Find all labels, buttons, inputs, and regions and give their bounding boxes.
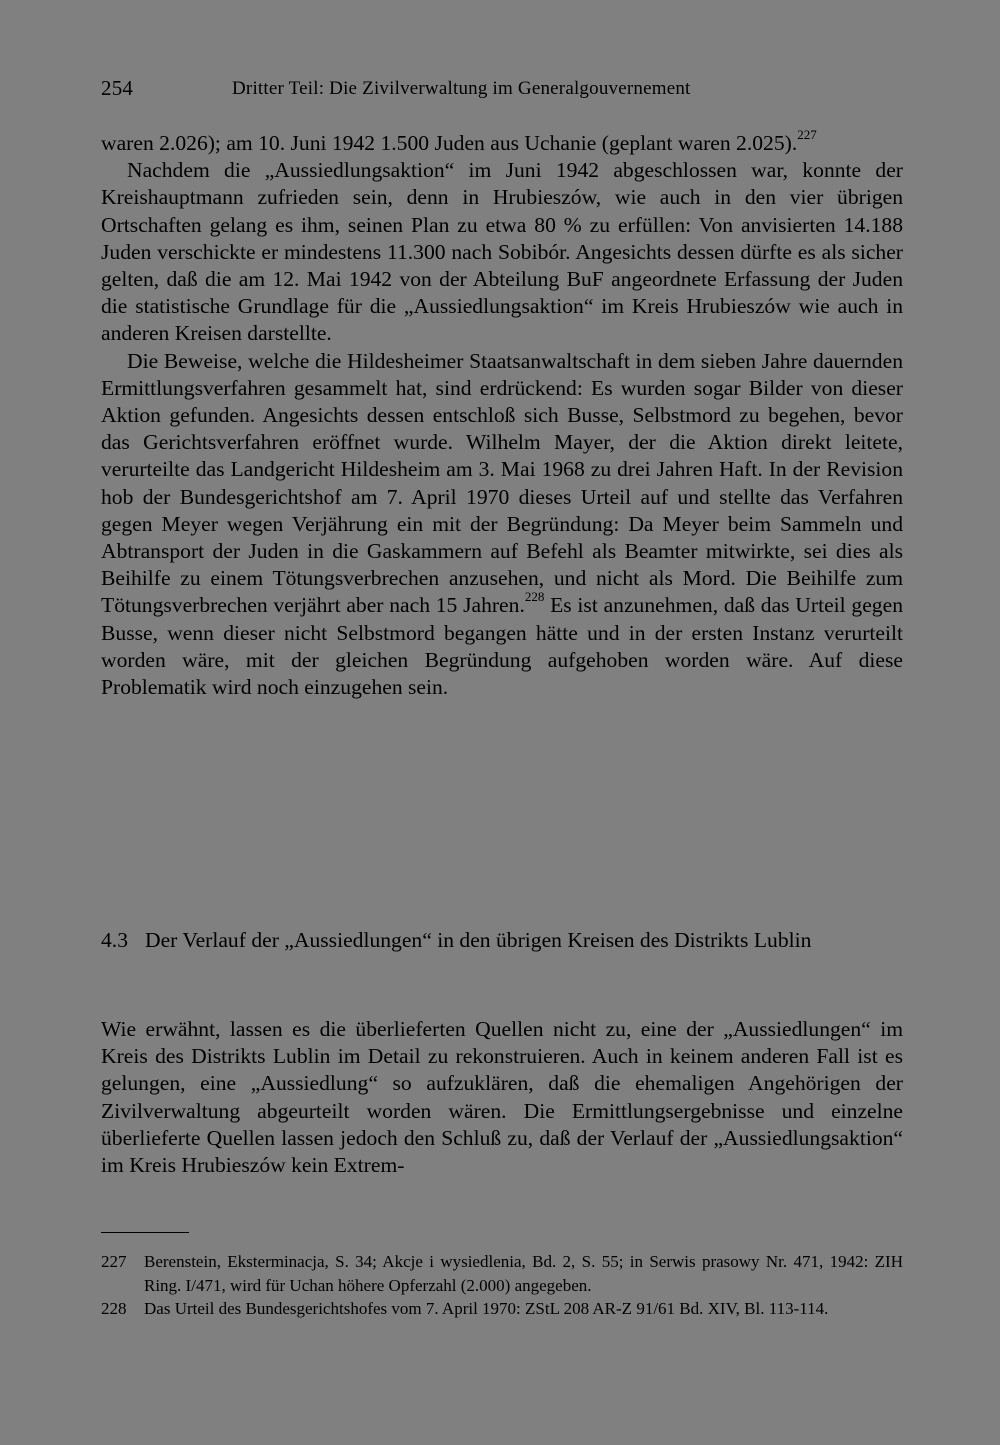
page-number: 254 [101, 76, 134, 100]
section-number: 4.3 [101, 928, 128, 952]
running-title: Dritter Teil: Die Zivilverwaltung im Generalgouvernement [232, 78, 691, 99]
paragraph-text-continued: Es ist anzunehmen, daß das Urteil gegen Busse, wenn dieser nicht Selbstmord begangen hätte und in der ersten Instanz verurteilt worden wäre, mit der gleichen Begründung aufgehoben worden wäre. Auf diese Problematik wird noch einzugehen sein. [101, 593, 903, 700]
paragraph-text: Nachdem die „Aussiedlungsaktion“ im Juni 1942 abgeschlossen war, konnte der Kreishauptmann zufrieden sein, denn in Hrubieszów, wie auch in den vier übrigen Ortschaften gelang es ihm, seinen Plan zu etwa 80 % zu erfüllen: Von anvisierten 14.188 Juden verschickte er mindestens 11.300 nach Sobibór. Angesichts dessen dürfte es als sicher gelten, daß die am 12. Mai 1942 von der Abteilung BuF angeordnete Erfassung der Juden die statistische Grundlage für die „Aussiedlungsaktion“ im Kreis Hrubieszów wie auch in anderen Kreisen darstellte. [101, 158, 903, 346]
footnote-227 [101, 1250, 903, 1297]
paragraph [101, 157, 903, 347]
section-title: Der Verlauf der „Aussiedlungen“ in den übrigen Kreisen des Distrikts Lublin [145, 928, 812, 952]
paragraph-text: Wie erwähnt, lassen es die überlieferten Quellen nicht zu, eine der „Aussiedlungen“ im Kreis des Distrikts Lublin im Detail zu rekonstruieren. Auch in keinem anderen Fall ist es gelungen, eine „Aussiedlung“ so aufzuklären, daß die ehemaligen Angehörigen der Zivilverwaltung abgeurteilt worden wären. Die Ermittlungsergebnisse und einzelne überlieferte Quellen lassen jedoch den Schluß zu, daß der Verlauf der „Aussiedlungsaktion“ im Kreis Hrubieszów kein Extrem- [101, 1017, 903, 1178]
footnote-ref-228: 228 [524, 589, 545, 605]
footnotes [101, 1250, 903, 1321]
footnote-text: Berenstein, Eksterminacja, S. 34; Akcje i wysiedlenia, Bd. 2, S. 55; in Serwis prasowy Nr. 471, 1942: ZIH Ring. I/471, wird für Uchan höhere Opferzahl (2.000) angegeben. [144, 1252, 903, 1295]
body-text-before-section [101, 126, 903, 701]
running-head [101, 76, 901, 104]
paragraph-text: Die Beweise, welche die Hildesheimer Staatsanwaltschaft in dem sieben Jahre dauernden Ermittlungsverfahren gesammelt hat, sind erdrückend: Es wurden sogar Bilder von dieser Aktion gefunden. Angesichts dessen entschloß sich Busse, Selbstmord zu begehen, bevor das Gerichtsverfahren eröffnet wurde. Wilhelm Mayer, der die Aktion direkt leitete, verurteilte das Landgericht Hildesheim am 3. Mai 1968 zu drei Jahren Haft. In der Revision hob der Bundesgerichtshof am 7. April 1970 dieses Urteil auf und stellte das Verfahren gegen Meyer wegen Verjährung ein mit der Begründung: Da Meyer beim Sammeln und Abtransport der Juden in die Gaskammern auf Befehl als Beamter mitwirkte, sei dies als Beihilfe zu einem Tötungsverbrechen anzusehen, und nicht als Mord. Die Beihilfe zum Tötungsverbrechen verjährt aber nach 15 Jahren. [101, 348, 903, 618]
paragraph-continuation [101, 126, 903, 157]
footnote-text: Das Urteil des Bundesgerichtshofes vom 7. April 1970: ZStL 208 AR-Z 91/61 Bd. XIV, Bl. 113-114. [144, 1299, 829, 1318]
footnote-228 [101, 1297, 903, 1321]
footnote-divider [101, 1232, 189, 1233]
body-text-after-section [101, 1016, 903, 1179]
footnote-number: 228 [101, 1299, 127, 1318]
paragraph [101, 1016, 903, 1179]
footnote-number: 227 [101, 1252, 127, 1271]
footnote-ref-227: 227 [797, 126, 817, 142]
paragraph [101, 348, 903, 702]
paragraph-text: waren 2.026); am 10. Juni 1942 1.500 Juden aus Uchanie (geplant waren 2.025). [101, 131, 798, 155]
